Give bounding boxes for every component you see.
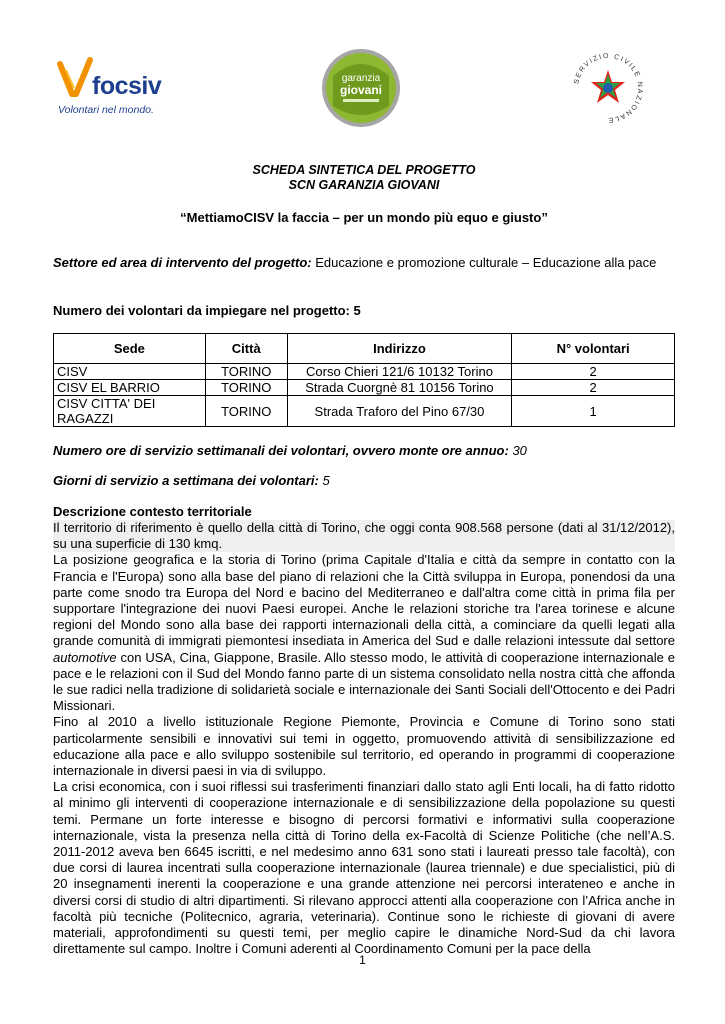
cell-sede: CISV EL BARRIO — [54, 380, 206, 396]
cell-indirizzo: Strada Cuorgnè 81 10156 Torino — [287, 380, 512, 396]
focsiv-tagline: Volontari nel mondo. — [58, 104, 154, 116]
scn-circular-text: SERVIZIO CIVILE NAZIONALE — [573, 52, 644, 124]
table-header-row — [54, 334, 675, 364]
paragraph-crisi: La crisi economica, con i suoi riflessi sui trasferimenti finanziari dallo stato agli Enti locali, ha di fatto ridotto al minimo gli interventi di cooperazione internazionale e di sensibilizzazione della popolazione su questi temi. Permane un forte interesse e bisogno di percorsi formativi e informativi sulla cooperazione internazionale, vista la presenza nella città di Torino della ex-Facoltà di Scienze Politiche (che nell’A.S. 2011-2012 aveva ben 6645 iscritti, e nel medesimo anno 631 sono stati i laureati presso tale facoltà), con due corsi di laurea incentrati sulla cooperazione internazionale (laurea triennale) e due specialistici, più di 20 insegnamenti inerenti la cooperazione e una grande attenzione nei percorsi interateneo e anche in diversi corsi di studio di altri dipartimenti. Si rilevano approcci attenti alla cooperazione con l’Africa anche in facoltà più tecniche (Politecnico, agraria, veterinaria). Continue sono le richieste di giovani di avere materiali, approfondimenti su questi temi, per meglio capire le dinamiche Nord-Sud da chi lavora direttamente sul campo. Inoltre i Comuni aderenti al Coordinamento Comuni per la pace della — [53, 779, 675, 957]
header-volontari: N° volontari — [512, 334, 675, 364]
focsiv-name: focsiv — [92, 72, 162, 100]
descrizione-heading: Descrizione contesto territoriale — [53, 504, 252, 519]
cell-volontari: 1 — [512, 396, 675, 427]
giovani-text: giovani — [339, 83, 383, 97]
garanzia-text: garanzia — [341, 73, 381, 84]
giorni-servizio — [53, 473, 675, 488]
logo-bar — [0, 46, 725, 136]
cell-sede: CISV CITTA' DEI RAGAZZI — [54, 396, 206, 427]
title-line-2: SCN GARANZIA GIOVANI — [288, 178, 440, 192]
table-row — [54, 364, 675, 380]
focsiv-v-mark-icon — [56, 56, 96, 100]
ore-label: Numero ore di servizio settimanali dei volontari, ovvero monte ore annuo: — [53, 443, 509, 458]
cell-indirizzo: Corso Chieri 121/6 10132 Torino — [287, 364, 512, 380]
descrizione-body — [53, 520, 675, 957]
paragraph-territorio: Il territorio di riferimento è quello della città di Torino, che oggi conta 908.568 persone (dati al 31/12/2012), su una superficie di 130 kmq. — [53, 520, 675, 552]
document-title — [53, 163, 675, 193]
focsiv-logo — [56, 56, 186, 126]
settore-value: Educazione e promozione culturale – Educazione alla pace — [311, 255, 657, 270]
ore-value: 30 — [508, 443, 527, 458]
header-indirizzo: Indirizzo — [287, 334, 512, 364]
cell-volontari: 2 — [512, 364, 675, 380]
giorni-label: Giorni di servizio a settimana dei volontari: — [53, 473, 319, 488]
ore-servizio — [53, 443, 675, 458]
cell-volontari: 2 — [512, 380, 675, 396]
table-row — [54, 380, 675, 396]
paragraph-posizione — [53, 552, 675, 714]
header-sede: Sede — [54, 334, 206, 364]
sedi-table — [53, 333, 675, 427]
servizio-civile-logo — [568, 48, 648, 128]
cell-citta: TORINO — [205, 380, 287, 396]
table-row — [54, 396, 675, 427]
paragraph-posizione-a: La posizione geografica e la storia di Torino (prima Capitale d'Italia e città da sempre in contatto con la Francia e l'Europa) sono alla base del piano di relazioni che la Città sviluppa in Europa, ponendosi da una parte come snodo tra Europa del Nord e bacino del Mediterraneo e dall'altra come città in prima fila per supportare l'integrazione dei nuovi Paesi europei. Anche le relazioni storiche tra l'area torinese e alcune regioni del Mondo sono alla base dei rapporti internazionali della città, a cominciare da quelli legati alla grande comunità di immigrati piemontesi insediata in America del Sud e dalle relazioni intessute dal settore — [53, 552, 675, 649]
cell-indirizzo: Strada Traforo del Pino 67/30 — [287, 396, 512, 427]
cell-citta: TORINO — [205, 396, 287, 427]
settore-paragraph — [53, 255, 675, 271]
numero-volontari: Numero dei volontari da impiegare nel progetto: 5 — [53, 303, 361, 318]
project-name: “MettiamoCISV la faccia – per un mondo più equo e giusto” — [180, 210, 548, 225]
giorni-value: 5 — [318, 473, 330, 488]
title-line-1: SCHEDA SINTETICA DEL PROGETTO — [252, 163, 476, 177]
page-number: 1 — [359, 953, 366, 967]
cell-citta: TORINO — [205, 364, 287, 380]
cell-sede: CISV — [54, 364, 206, 380]
paragraph-posizione-b: con USA, Cina, Giappone, Brasile. Allo stesso modo, le attività di cooperazione internazionale e pace e le relazioni con il Sud del Mondo fanno parte di un sistema consolidato nella nostra città che affonda le sue radici nella tradizione di solidarietà sociale e internazionale dei Santi Sociali dell'Ottocento e dei Padri Missionari. — [53, 649, 675, 714]
header-citta: Città — [205, 334, 287, 364]
paragraph-istituzioni: Fino al 2010 a livello istituzionale Regione Piemonte, Provincia e Comune di Torino sono stati particolarmente sensibili e innovativi sui temi in oggetto, promuovendo attività di sensibilizzazione ed educazione alla pace e allo sviluppo sostenibile sul territorio, ed operando in programmi di cooperazione internazionale in diversi paesi in via di sviluppo. — [53, 714, 675, 779]
garanzia-giovani-logo — [321, 48, 401, 128]
automotive-italic: automotive — [53, 649, 117, 665]
settore-label: Settore ed area di intervento del progetto: — [53, 255, 312, 270]
